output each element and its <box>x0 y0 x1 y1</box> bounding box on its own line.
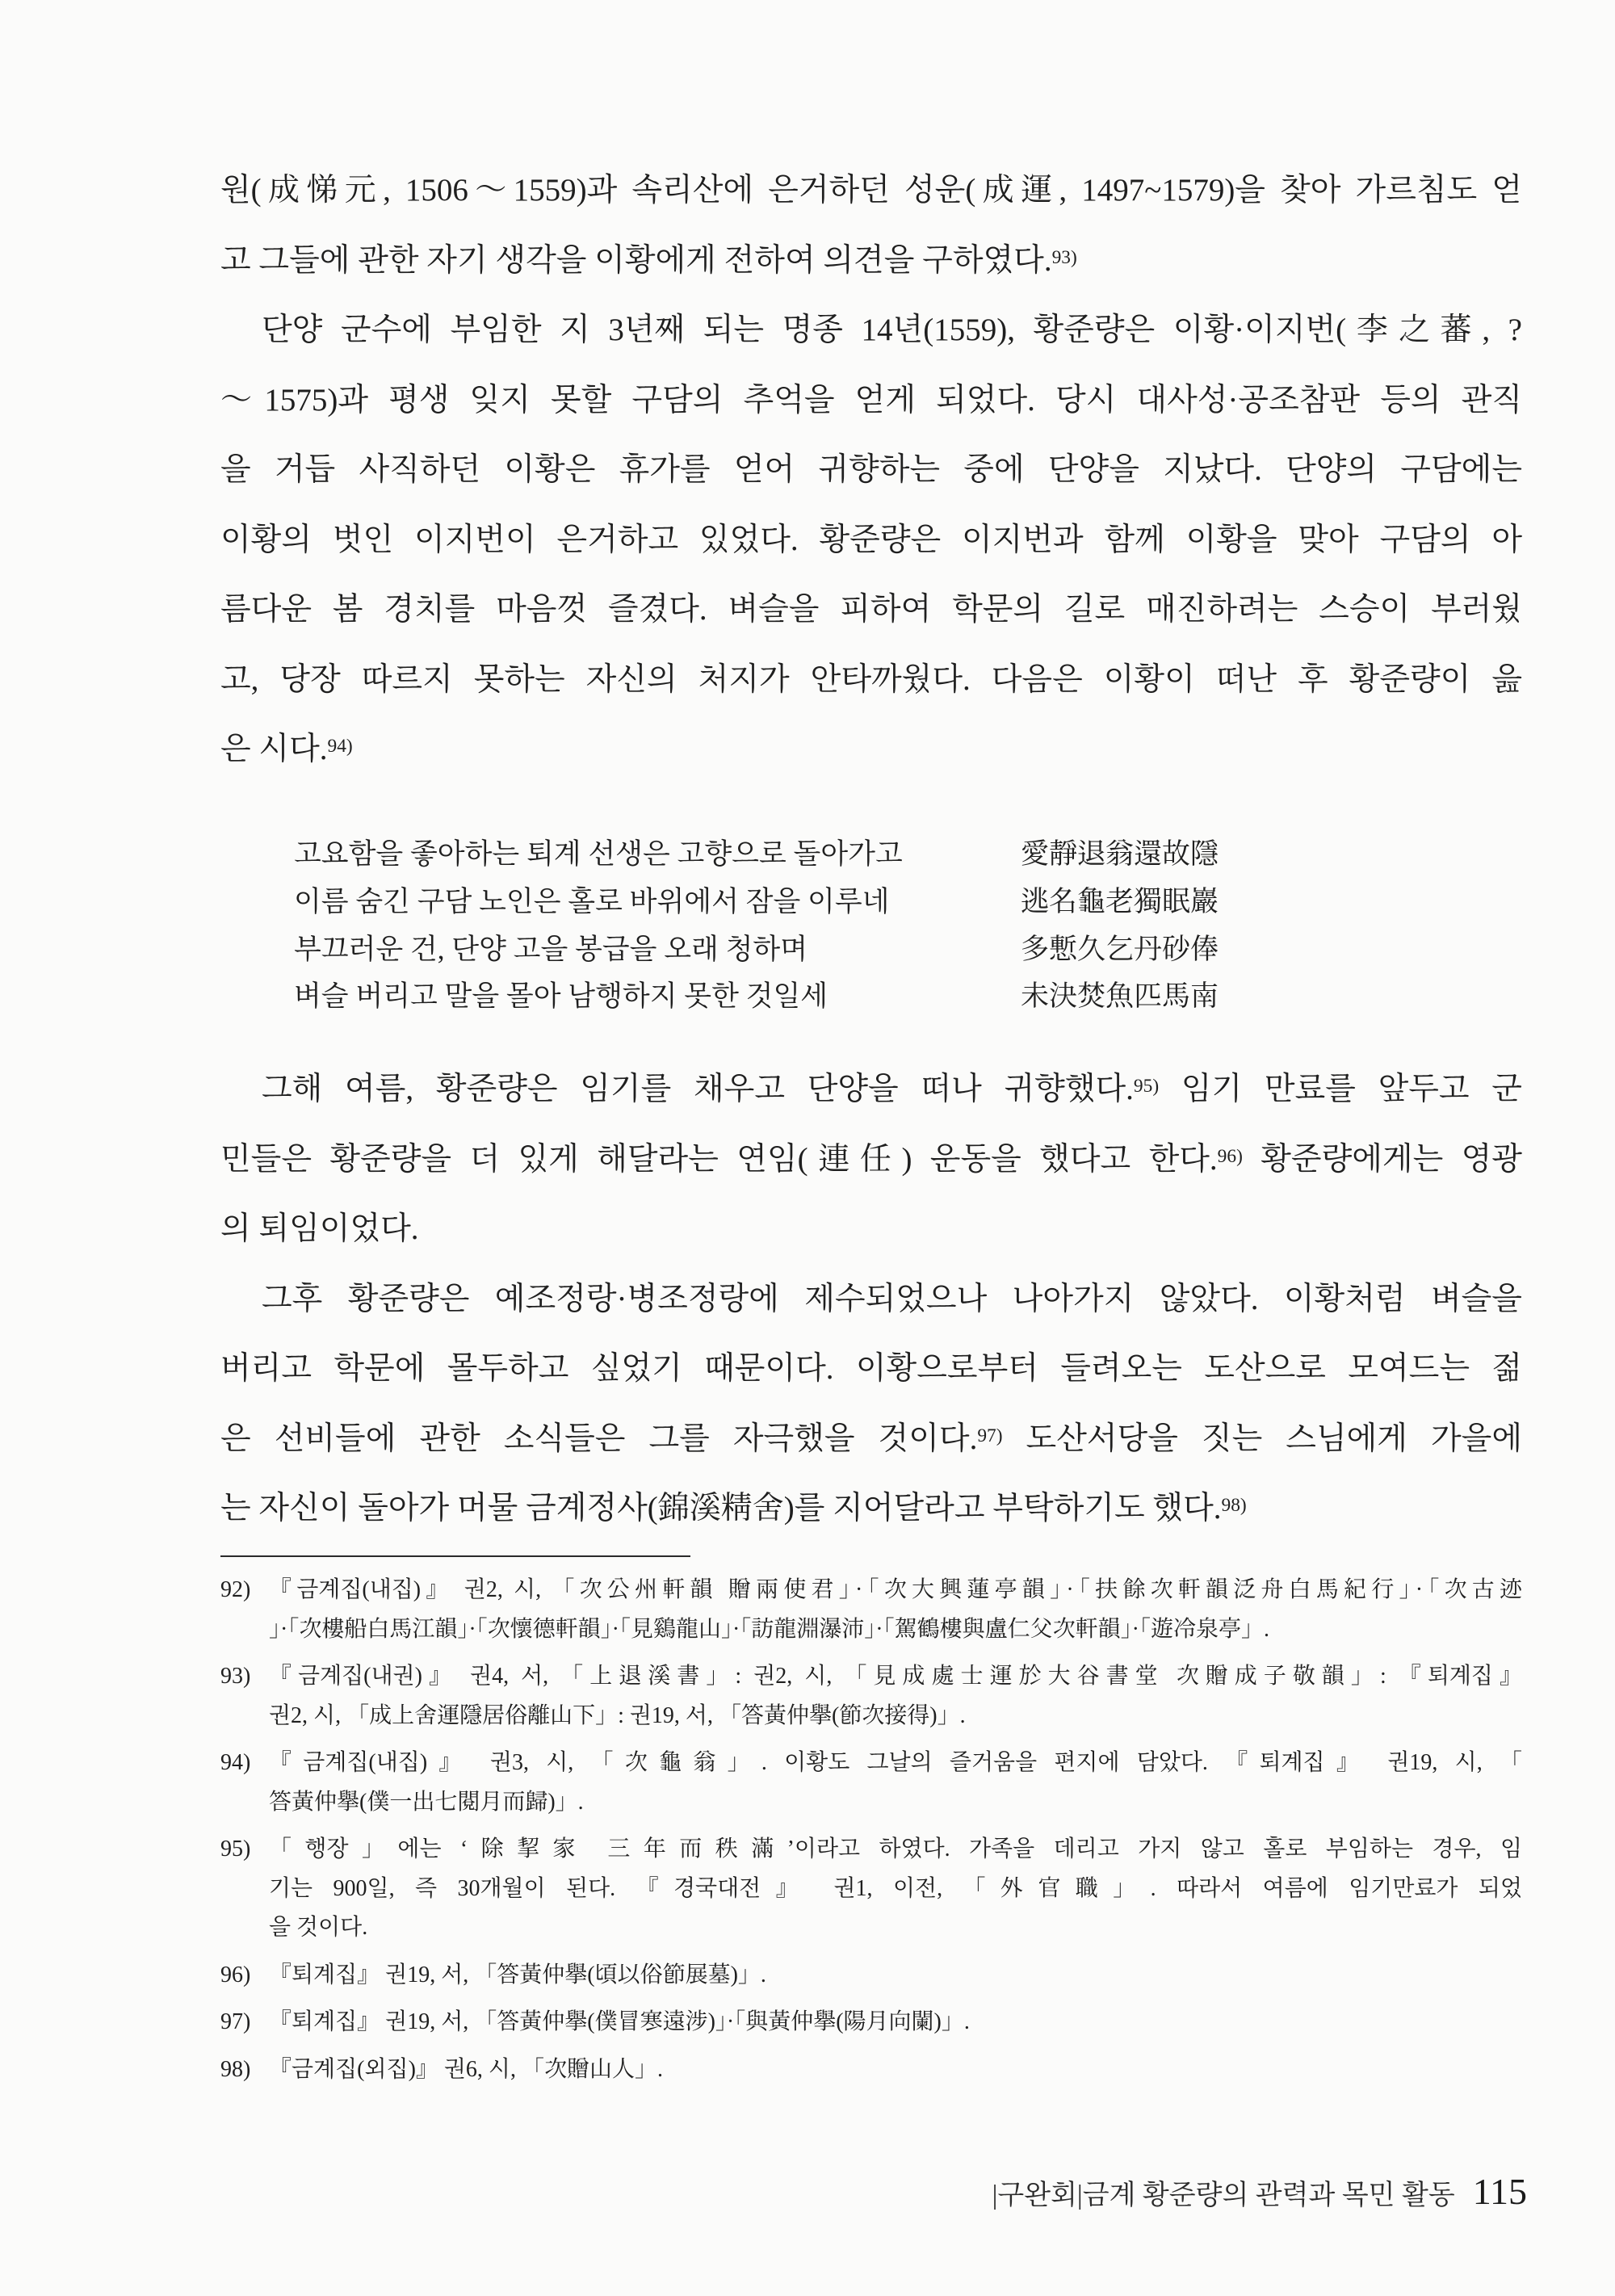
text-run: 의 퇴임이었다. <box>220 1211 419 1246</box>
body-text-lower <box>220 1055 1522 1544</box>
footnote-line: 『금계집(외집)』 권6, 시, 「次贈山人」. <box>269 2056 663 2082</box>
paragraph <box>220 156 1522 296</box>
text-line <box>220 1334 1522 1404</box>
footnote-text <box>269 1657 1522 1736</box>
poem-hanja-verse: 愛靜退翁還故隱 <box>1021 838 1219 870</box>
text-line <box>220 296 1522 366</box>
text-run: 그해 여름, 황준량은 임기를 채우고 단양을 떠나 귀향했다. <box>262 1072 1134 1106</box>
footnote-number: 95) <box>220 1836 251 1862</box>
text-run: 름다운 봄 경치를 마음껏 즐겼다. 벼슬을 피하여 학문의 길로 매진하려는 스승이 부러웠 <box>220 592 1522 627</box>
footnote-text <box>269 1571 1522 1649</box>
paragraph <box>220 1055 1522 1265</box>
text-line <box>220 156 1522 226</box>
text-line <box>220 575 1522 645</box>
footnote-number: 97) <box>220 2009 251 2034</box>
footnote-text <box>269 1956 1522 1996</box>
poem-korean-verse: 벼슬 버리고 말을 몰아 남행하지 못한 것일세 <box>294 980 828 1013</box>
footnote <box>220 1657 1522 1736</box>
footnote-number: 96) <box>220 1962 251 1987</box>
text-run: 원(成悌元, 1506～1559)과 속리산에 은거하던 성운(成運, 1497~1579)을 찾아 가르침도 얻 <box>220 173 1522 208</box>
footnote-line: 答黃仲擧(僕一出七閱月而歸)」. <box>269 1789 584 1815</box>
footnote-line: 『금계집(내집)』 권3, 시, 「次龜翁」. 이황도 그날의 즐거움을 편지에 담았다. 『퇴계집』 권19, 시, 「 <box>269 1750 1522 1775</box>
poem-korean-verse: 고요함을 좋아하는 퇴계 선생은 고향으로 돌아가고 <box>294 838 903 870</box>
text-run: 는 자신이 돌아가 머물 금계정사(錦溪精舍)를 지어달라고 부탁하기도 했다. <box>220 1491 1222 1526</box>
footnote <box>220 1956 1522 1996</box>
footnote <box>220 1571 1522 1649</box>
page-number: 115 <box>1472 2171 1527 2212</box>
body-text-upper <box>220 156 1522 785</box>
text-run: 은 시다. <box>220 732 328 766</box>
poem-line <box>294 926 1344 974</box>
footnote-number: 92) <box>220 1577 251 1602</box>
text-run: 황준량에게는 영광 <box>1242 1141 1522 1177</box>
text-line <box>220 366 1522 436</box>
text-run: 고 그들에 관한 자기 생각을 이황에게 전하여 의견을 구하였다. <box>220 242 1052 278</box>
poem-hanja-verse: 未決焚魚匹馬南 <box>1021 980 1219 1013</box>
footnote-reference: 95) <box>1133 1076 1160 1098</box>
footnote <box>220 2003 1522 2042</box>
footnote-number: 94) <box>220 1750 251 1775</box>
text-line <box>220 645 1522 716</box>
footnotes <box>220 1571 1522 2089</box>
footnote <box>220 1830 1522 1948</box>
footnote-line: 」·「次樓船白馬江韻」·「次懷德軒韻」·「見鷄龍山」·「訪龍淵瀑沛」·「駕鶴樓與盧仁父次軒韻」·「遊冷泉亭」. <box>269 1616 1269 1642</box>
text-run: 임기 만료를 앞두고 군 <box>1159 1072 1522 1106</box>
footnote-number: 93) <box>220 1664 251 1689</box>
text-run: 그후 황준량은 예조정랑·병조정랑에 제수되었으나 나아가지 않았다. 이황처럼 벼슬을 <box>262 1281 1522 1316</box>
text-run: ～1575)과 평생 잊지 못할 구담의 추억을 얻게 되었다. 당시 대사성·공조참판 등의 관직 <box>220 382 1522 418</box>
poem-line <box>294 973 1344 1021</box>
running-head: |구완회|금계 황준량의 관력과 목민 활동 <box>992 2181 1455 2210</box>
text-run: 은 선비들에 관한 소식들은 그를 자극했을 것이다. <box>220 1421 978 1456</box>
text-run: 도산서당을 짓는 스님에게 가을에 <box>1002 1421 1522 1456</box>
poem-line <box>294 831 1344 879</box>
poem-hanja-verse: 多慙久乞丹砂俸 <box>1021 933 1219 965</box>
footnote-separator-rule <box>220 1555 690 1557</box>
paragraph <box>220 1265 1522 1544</box>
footnote-text <box>269 1744 1522 1822</box>
footnote-reference: 93) <box>1051 246 1077 268</box>
footnote-reference: 94) <box>327 736 353 758</box>
footnote-line: 「행장」에는 ‘除挈家 三年而秩滿’이라고 하였다. 가족을 데리고 가지 않고 홀로 부임하는 경우, 임 <box>269 1836 1522 1862</box>
poem-korean-verse: 부끄러운 건, 단양 고을 봉급을 오래 청하며 <box>294 933 808 965</box>
footnote-line: 『퇴계집』 권19, 서, 「答黃仲擧(頃以俗節展墓)」. <box>269 1962 766 1987</box>
text-line <box>220 1404 1522 1475</box>
text-run: 이황의 벗인 이지번이 은거하고 있었다. 황준량은 이지번과 함께 이황을 맞아 구담의 아 <box>220 522 1522 557</box>
footnote-reference: 97) <box>977 1425 1003 1446</box>
footnote-text <box>269 1830 1522 1948</box>
page-footer <box>992 2168 1527 2220</box>
text-line <box>220 1474 1522 1544</box>
footnote <box>220 2050 1522 2090</box>
footnote-line: 기는 900일, 즉 30개월이 된다. 『경국대전』 권1, 이전, 「外官職」. 따라서 여름에 임기만료가 되었 <box>269 1875 1522 1901</box>
footnote-text <box>269 2050 1522 2090</box>
text-run: 을 거듭 사직하던 이황은 휴가를 얻어 귀향하는 중에 단양을 지났다. 단양의 구담에는 <box>220 452 1522 487</box>
text-line <box>220 1265 1522 1335</box>
text-line <box>220 506 1522 576</box>
footnote <box>220 1744 1522 1822</box>
text-line <box>220 715 1522 785</box>
text-run: 버리고 학문에 몰두하고 싶었기 때문이다. 이황으로부터 들려오는 도산으로 모여드는 젊 <box>220 1351 1522 1386</box>
footnote-line: 『금계집(내권)』 권4, 서, 「上退溪書」: 권2, 시, 「見成處士運於大谷書堂 次贈成子敬韻」: 『퇴계집』 <box>269 1664 1522 1689</box>
text-line <box>220 1125 1522 1195</box>
footnote-text <box>269 2003 1522 2042</box>
footnote-line: 『금계집(내집)』 권2, 시, 「次公州軒韻 贈兩使君」·「次大興蓮亭韻」·「扶餘次軒韻泛舟白馬紀行」·「次古迹 <box>269 1577 1522 1602</box>
text-line <box>220 435 1522 506</box>
text-run: 고, 당장 따르지 못하는 자신의 처지가 안타까웠다. 다음은 이황이 떠난 후 황준량이 읊 <box>220 661 1522 697</box>
footnote-reference: 96) <box>1217 1145 1243 1167</box>
text-run: 민들은 황준량을 더 있게 해달라는 연임(連任) 운동을 했다고 한다. <box>220 1141 1218 1177</box>
quoted-poem <box>294 831 1344 1021</box>
footnote-line: 권2, 시, 「成上舍運隱居俗離山下」: 권19, 서, 「答黃仲擧(節次接得)」. <box>269 1702 966 1728</box>
text-line <box>220 1194 1522 1265</box>
footnote-line: 을 것이다. <box>269 1915 368 1940</box>
text-line <box>220 1055 1522 1125</box>
poem-line <box>294 879 1344 926</box>
text-line <box>220 226 1522 296</box>
footnote-number: 98) <box>220 2056 251 2082</box>
poem-hanja-verse: 逃名龜老獨眠巖 <box>1021 885 1219 917</box>
footnote-reference: 98) <box>1221 1495 1247 1517</box>
text-run: 단양 군수에 부임한 지 3년째 되는 명종 14년(1559), 황준량은 이황·이지번(李之蕃, ? <box>262 313 1522 347</box>
paragraph <box>220 296 1522 785</box>
footnote-line: 『퇴계집』 권19, 서, 「答黃仲擧(僕冒寒遠涉)」·「與黃仲擧(陽月向闌)」. <box>269 2009 970 2034</box>
poem-korean-verse: 이름 숨긴 구담 노인은 홀로 바위에서 잠을 이루네 <box>294 885 890 917</box>
